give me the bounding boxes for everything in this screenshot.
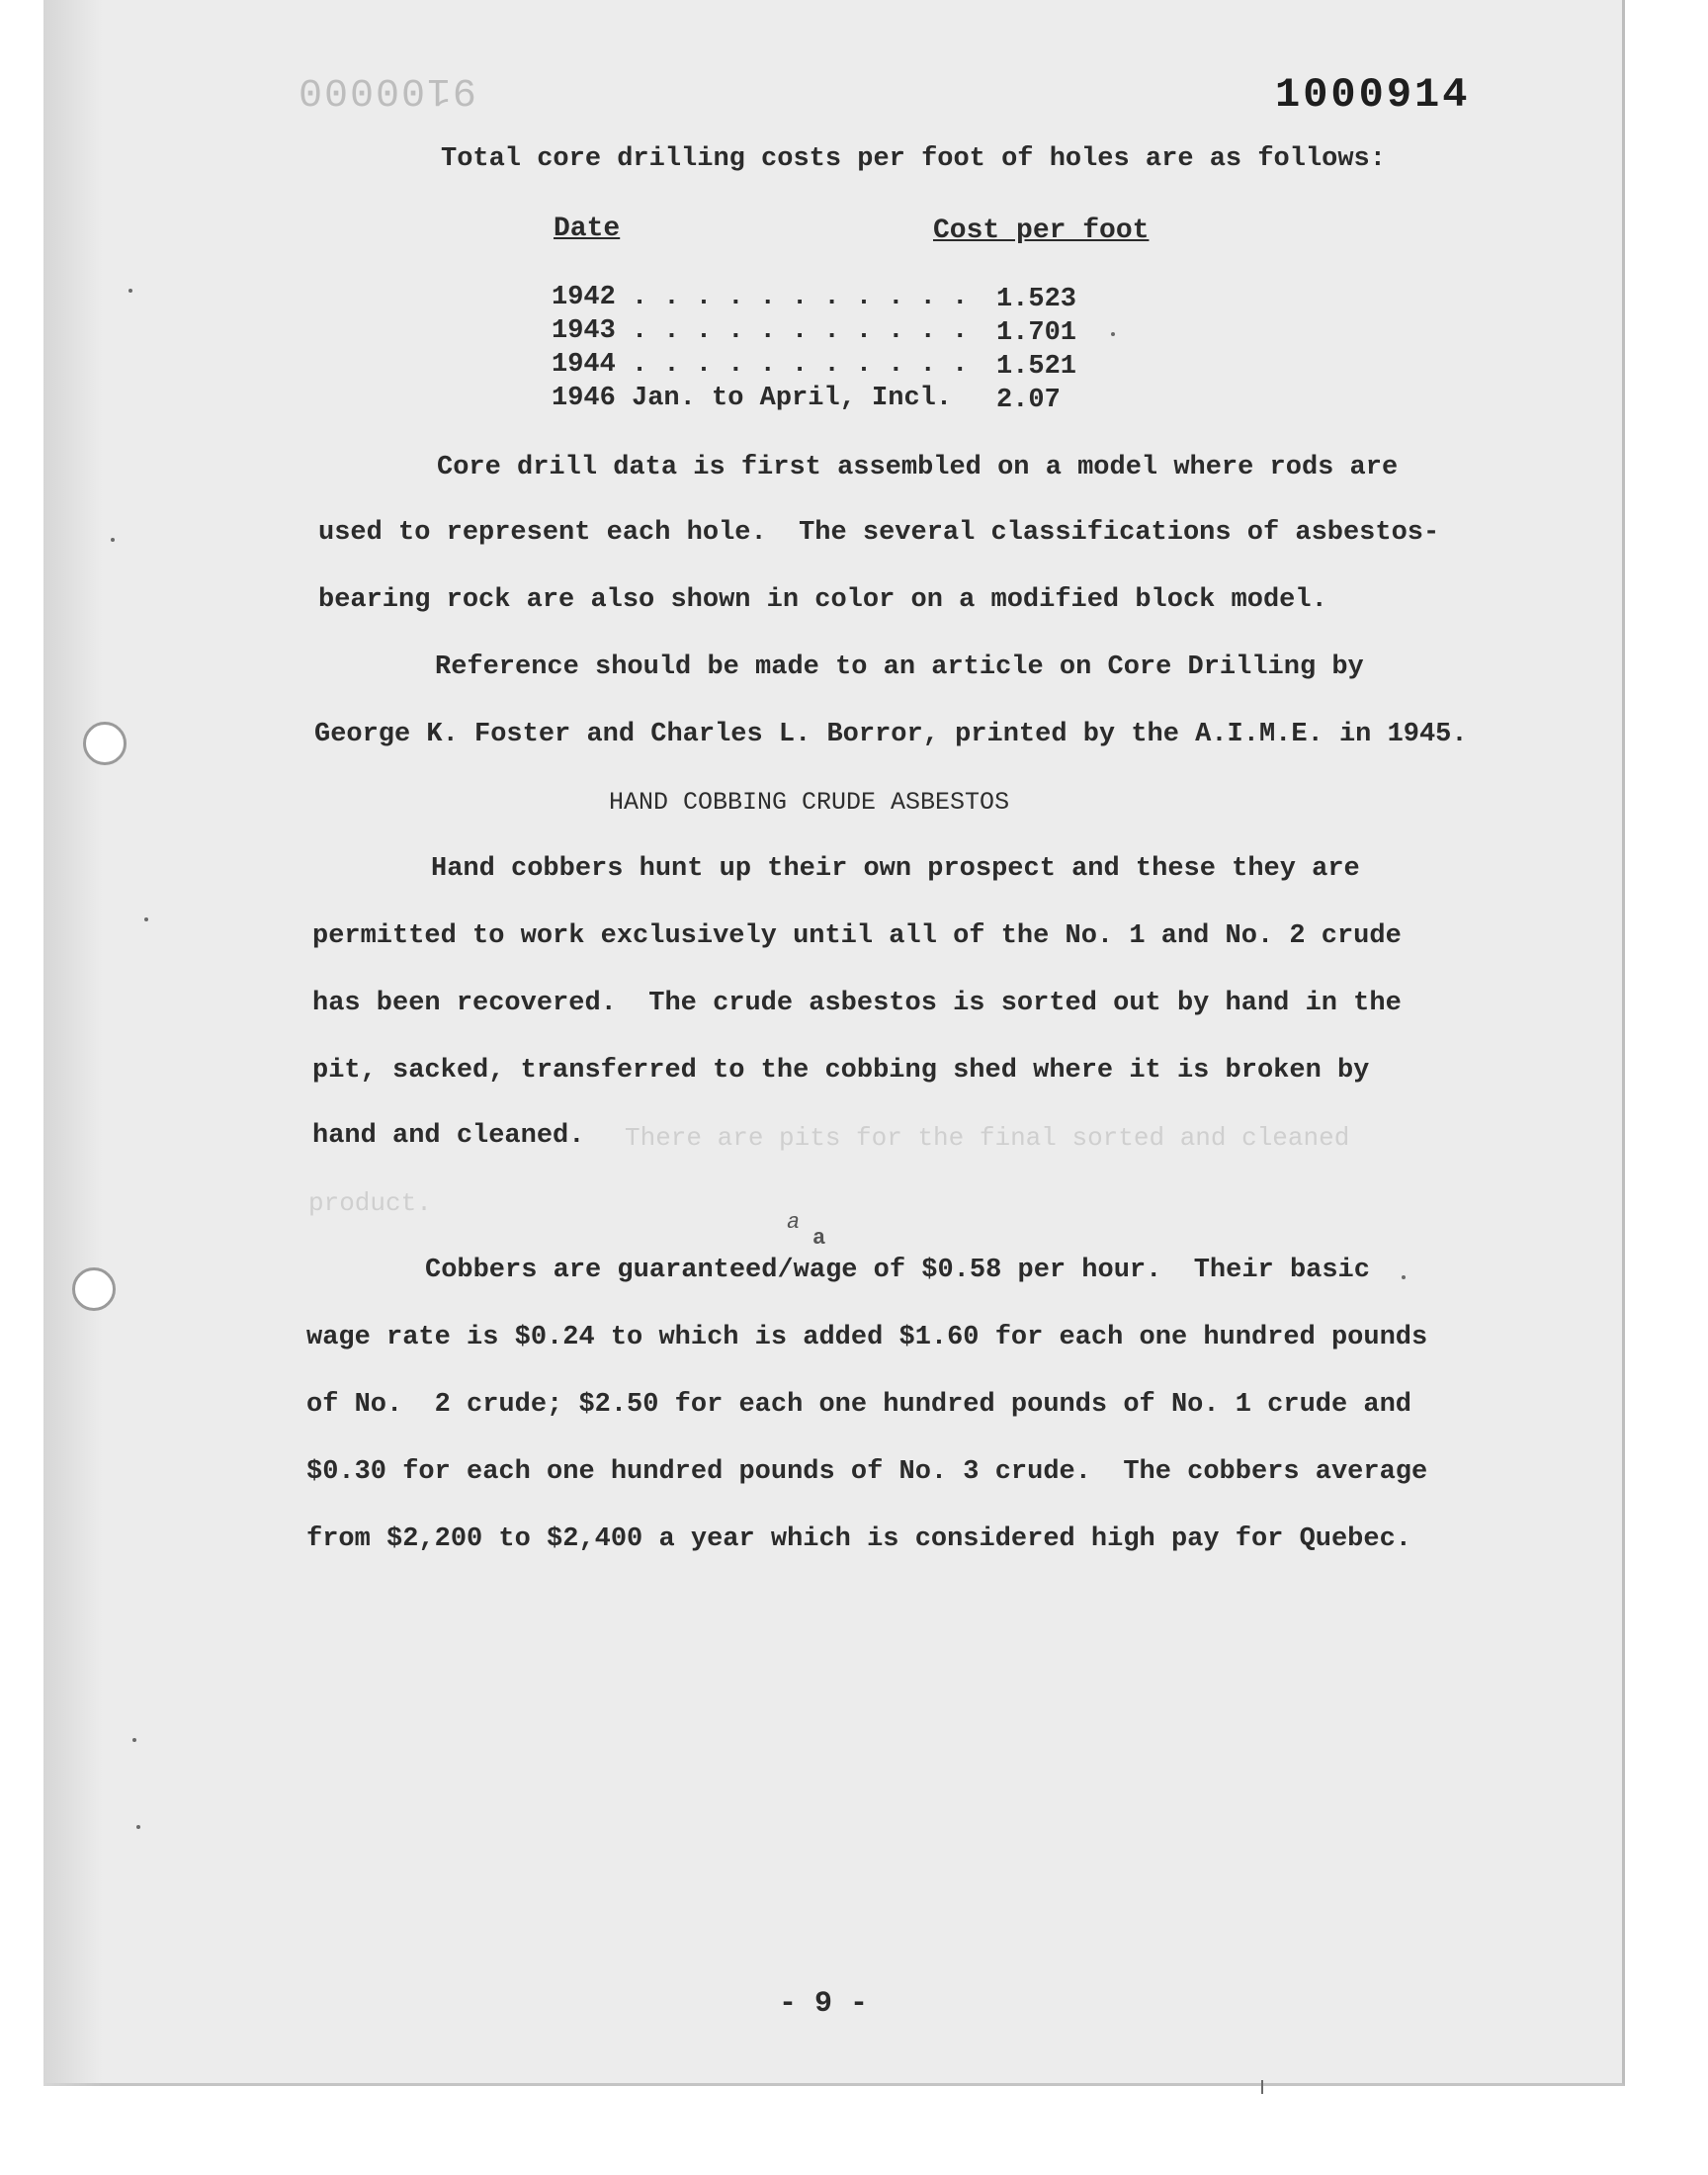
stray-mark	[1111, 332, 1115, 336]
paragraph-line: Reference should be made to an article on Core Drilling by	[435, 652, 1364, 682]
section-heading: HAND COBBING CRUDE ASBESTOS	[609, 788, 1010, 817]
table-row-cost: 1.521	[996, 352, 1077, 382]
paragraph-line: Hand cobbers hunt up their own prospect and these they are	[431, 854, 1360, 884]
stray-mark	[1402, 1275, 1406, 1279]
paragraph-line: Core drill data is first assembled on a model where rods are	[437, 453, 1399, 482]
paragraph-line: of No. 2 crude; $2.50 for each one hundred pounds of No. 1 crude and	[306, 1390, 1411, 1420]
table-row-date: 1944 . . . . . . . . . . .	[552, 350, 969, 380]
page-number: - 9 -	[779, 1987, 869, 2021]
paragraph-line: used to represent each hole. The several classifications of asbestos-	[318, 518, 1440, 548]
paragraph-line: bearing rock are also shown in color on a modified block model.	[318, 585, 1327, 615]
table-row-cost: 1.523	[996, 285, 1077, 314]
paragraph-line: Cobbers are guaranteed/wage of $0.58 per hour. Their basic	[425, 1256, 1370, 1285]
typed-insert: a	[812, 1226, 826, 1251]
faded-text: product.	[308, 1188, 432, 1218]
paragraph-line: hand and cleaned.	[312, 1121, 585, 1151]
paragraph-line: has been recovered. The crude asbestos is sorted out by hand in the	[312, 989, 1402, 1018]
stray-mark	[111, 538, 115, 542]
table-row-cost: 1.701	[996, 318, 1077, 348]
stamp-number-reversed: 9100000	[297, 67, 477, 112]
page-edge-shadow	[43, 0, 103, 2086]
paragraph-line: wage rate is $0.24 to which is added $1.60 for each one hundred pounds	[306, 1323, 1428, 1352]
stray-mark	[132, 1738, 136, 1742]
handwritten-insert-mark: a	[787, 1210, 801, 1235]
paragraph-line: from $2,200 to $2,400 a year which is considered high pay for Quebec.	[306, 1524, 1411, 1554]
faded-text: There are pits for the final sorted and cleaned	[625, 1123, 1350, 1153]
paragraph-line: pit, sacked, transferred to the cobbing shed where it is broken by	[312, 1056, 1370, 1086]
table-header-cost: Cost per foot	[933, 216, 1150, 246]
punch-hole-top	[83, 722, 127, 765]
intro-line: Total core drilling costs per foot of holes are as follows:	[441, 144, 1386, 174]
stamp-number: 1000914	[1275, 71, 1471, 119]
document-page	[43, 0, 1625, 2086]
table-header-date: Date	[554, 214, 621, 244]
punch-hole-bottom	[72, 1267, 116, 1311]
stray-mark	[128, 289, 132, 293]
stray-mark	[136, 1825, 140, 1829]
table-row-cost: 2.07	[996, 386, 1061, 415]
paragraph-line: $0.30 for each one hundred pounds of No. 3 crude. The cobbers average	[306, 1457, 1428, 1487]
table-row-date: 1942 . . . . . . . . . . .	[552, 283, 969, 312]
table-row-date: 1946 Jan. to April, Incl.	[552, 384, 953, 413]
stray-mark	[1261, 2080, 1263, 2094]
paragraph-line: George K. Foster and Charles L. Borror, printed by the A.I.M.E. in 1945.	[314, 720, 1468, 749]
paragraph-line: permitted to work exclusively until all of the No. 1 and No. 2 crude	[312, 921, 1402, 951]
table-row-date: 1943 . . . . . . . . . . .	[552, 316, 969, 346]
stray-mark	[144, 917, 148, 921]
